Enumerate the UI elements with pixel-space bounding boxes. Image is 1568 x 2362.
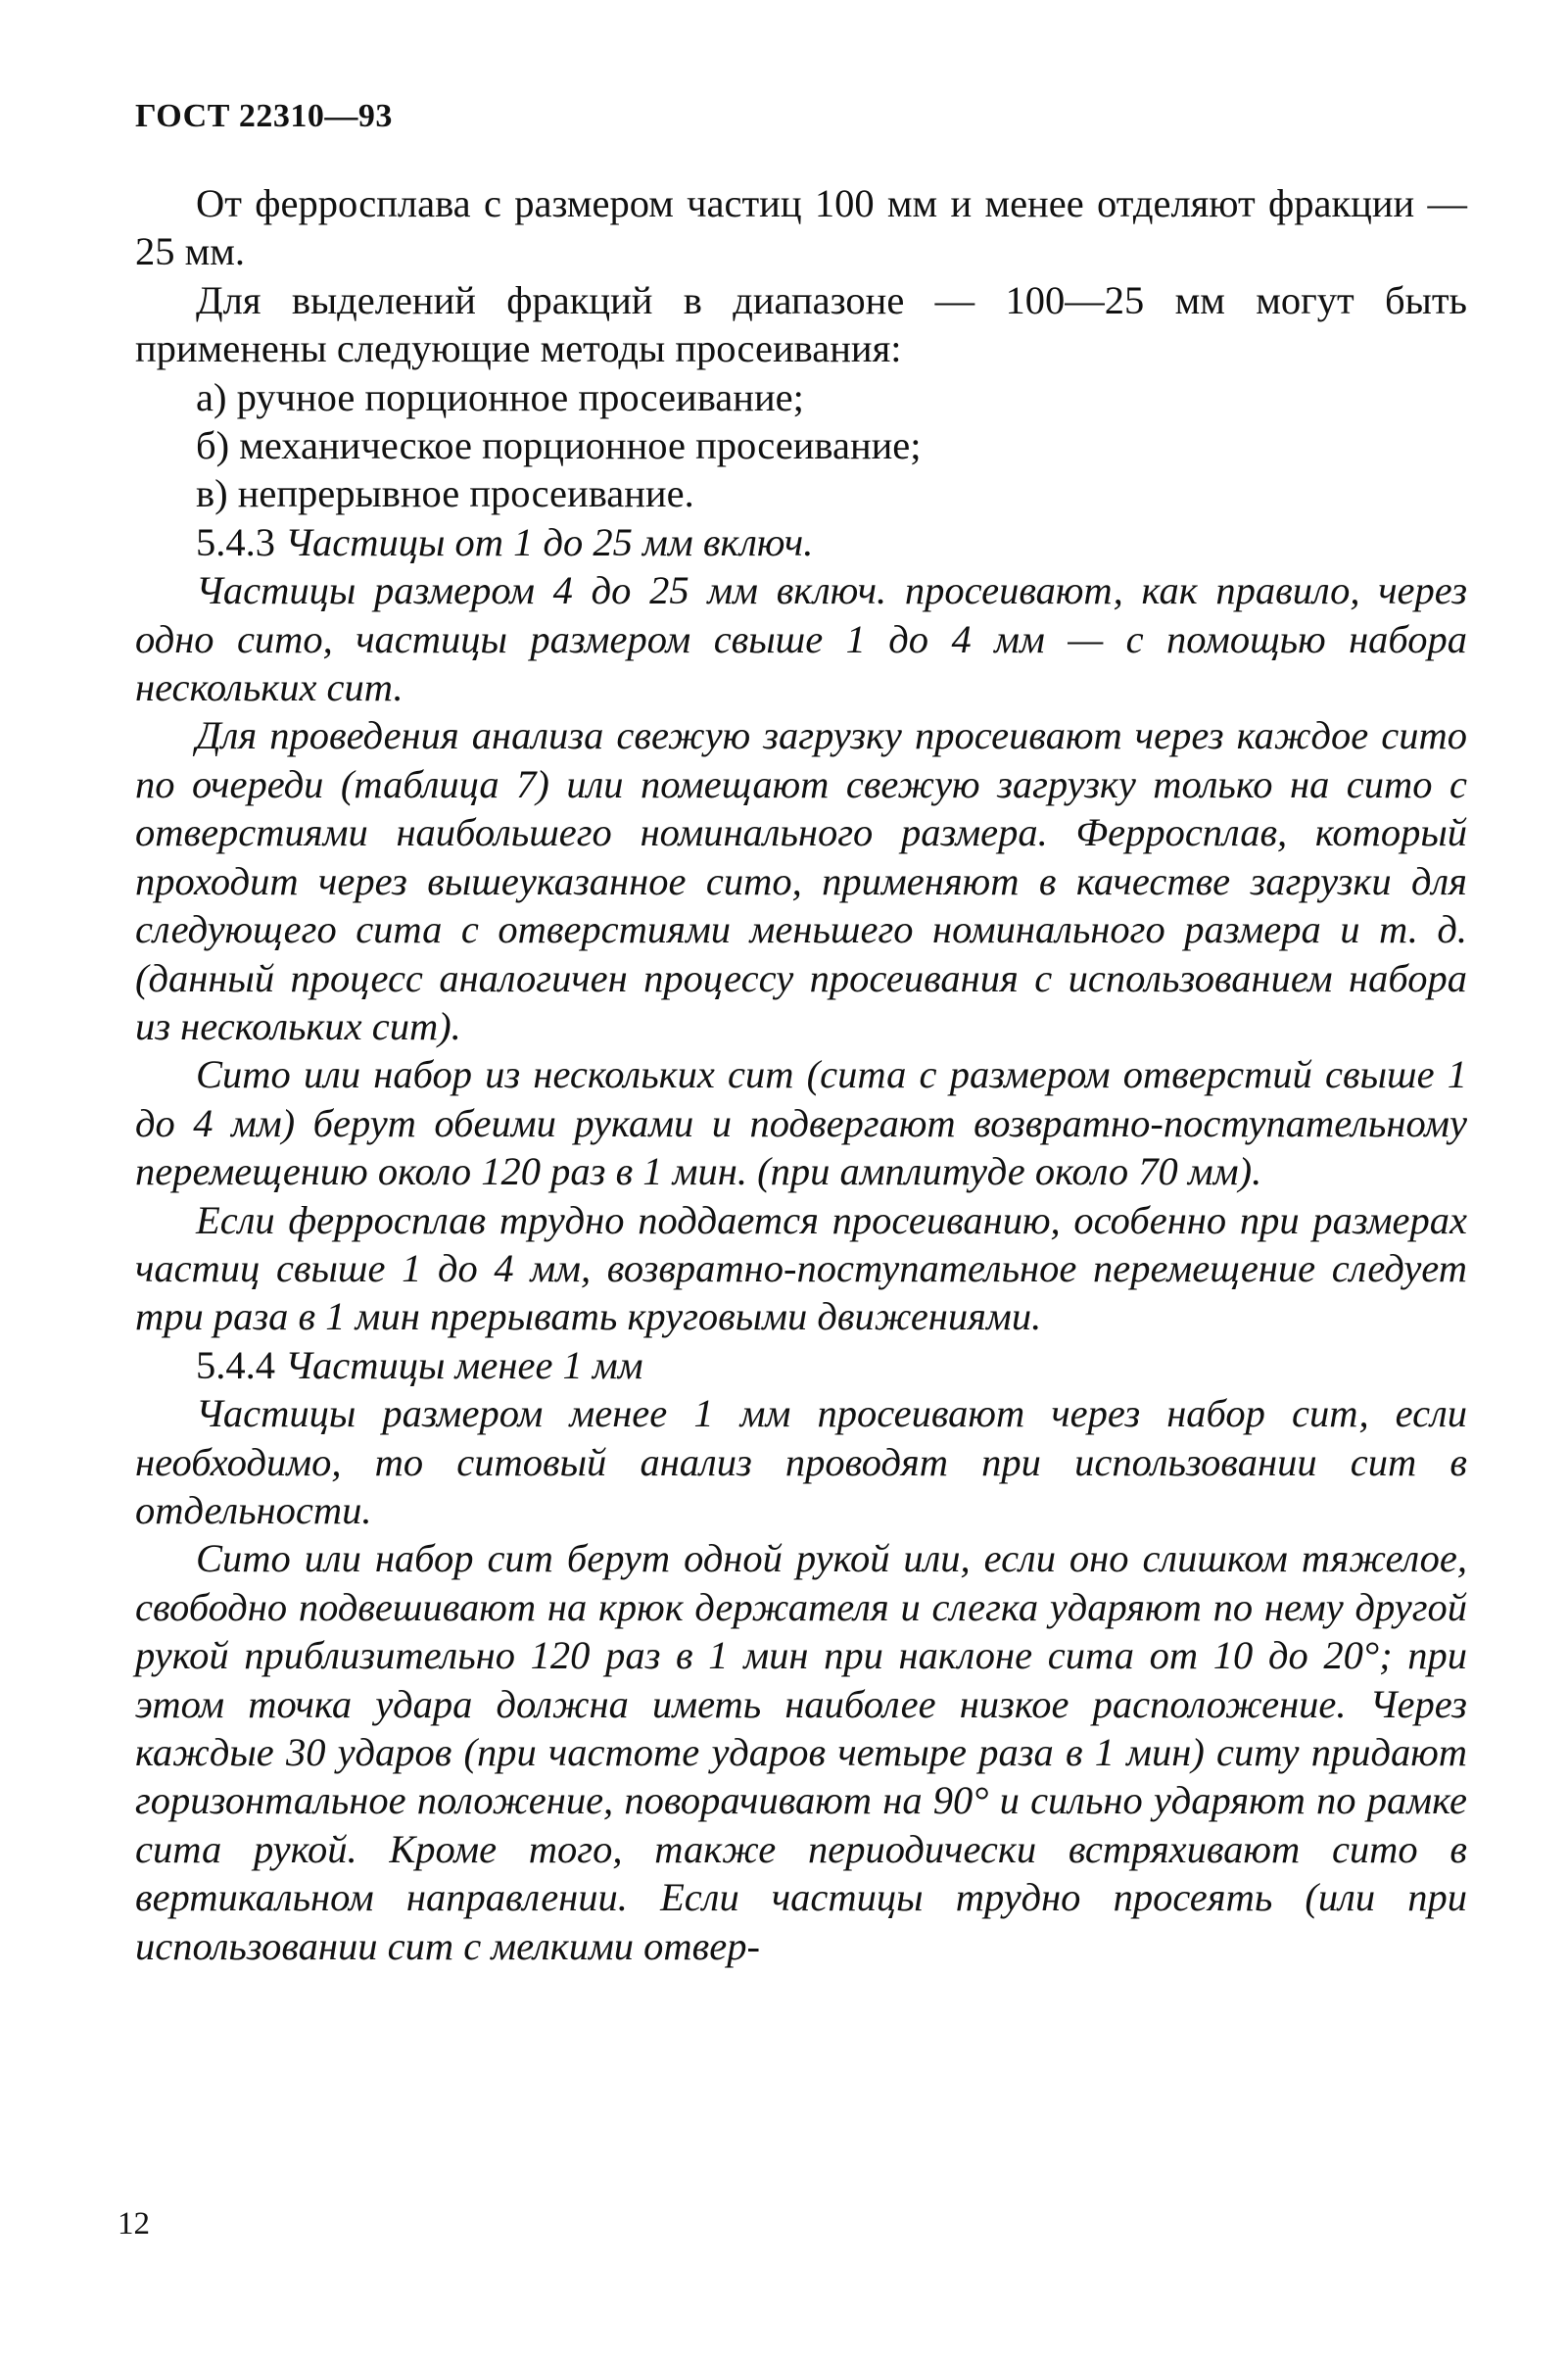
document-body: [135, 179, 1467, 1970]
section-number: 5.4.3: [196, 519, 275, 564]
list-item-continuous: в) непрерывное просеивание.: [196, 471, 694, 516]
paragraph-difficult-sieving: Если ферросплав трудно поддается просеиванию, особенно при размерах частиц свыше 1 до 4 мм, возвратно-поступательное перемещение следует три раза в 1 мин прерывать круговыми движениями.: [135, 1197, 1467, 1339]
section-number: 5.4.4: [196, 1342, 275, 1387]
section-title: Частицы от 1 до 25 мм включ.: [285, 519, 814, 564]
page-number: 12: [118, 2206, 150, 2241]
section-heading-5-4-4: [135, 1341, 1467, 1389]
paragraph-analysis-procedure: Для проведения анализа свежую загрузку просеивают через каждое сито по очереди (таблица 7) или помещают свежую загрузку только на сито с отверстиями наибольшего номинального размера. Ферросплав, который проходит через вышеуказанное сито, применяют в качестве загрузки для следующего сита с отверстиями меньшего номинального размера и т. д. (данный процесс аналогичен процессу просеивания с использованием набора из нескольких сит).: [135, 713, 1467, 1048]
paragraph-sieving-methods-intro: Для выделений фракций в диапазоне — 100—25 мм могут быть применены следующие методы просеивания:: [135, 277, 1467, 371]
paragraph-fraction-separation: От ферросплава с размером частиц 100 мм и менее отделяют фракции — 25 мм.: [135, 181, 1467, 274]
paragraph-particles-4-25: Частицы размером 4 до 25 мм включ. просеивают, как правило, через одно сито, частицы размером свыше 1 до 4 мм — с помощью набора нескольких сит.: [135, 568, 1467, 710]
paragraph-tapping-procedure: Сито или набор сит берут одной рукой или, если оно слишком тяжелое, свободно подвешивают на крюк держателя и слегка ударяют по нему другой рукой приблизительно 120 раз в 1 мин при наклоне сита от 10 до 20°; при этом точка удара должна иметь наиболее низкое расположение. Через каждые 30 ударов (при частоте ударов четыре раза в 1 мин) ситу придают горизонтальное положение, поворачивают на 90° и сильно ударяют по рамке сита рукой. Кроме того, также периодически встряхивают сито в вертикальном направлении. Если частицы трудно просеять (или при использовании сит с мелкими отвер-: [135, 1536, 1467, 1968]
list-item-manual-batch: а) ручное порционное просеивание;: [196, 374, 804, 419]
section-title: Частицы менее 1 мм: [285, 1342, 643, 1387]
paragraph-sieve-motion: Сито или набор из нескольких сит (сита с размером отверстий свыше 1 до 4 мм) берут обеими руками и подвергают возвратно-поступательному перемещению около 120 раз в 1 мин. (при амплитуде около 70 мм).: [135, 1052, 1467, 1194]
paragraph-particles-under-1: Частицы размером менее 1 мм просеивают через набор сит, если необходимо, то ситовый анализ проводят при использовании сит в отдельности.: [135, 1391, 1467, 1532]
list-item-mechanical-batch: б) механическое порционное просеивание;: [196, 423, 922, 468]
section-heading-5-4-3: [135, 518, 1467, 566]
document-header: ГОСТ 22310—93: [135, 98, 393, 134]
